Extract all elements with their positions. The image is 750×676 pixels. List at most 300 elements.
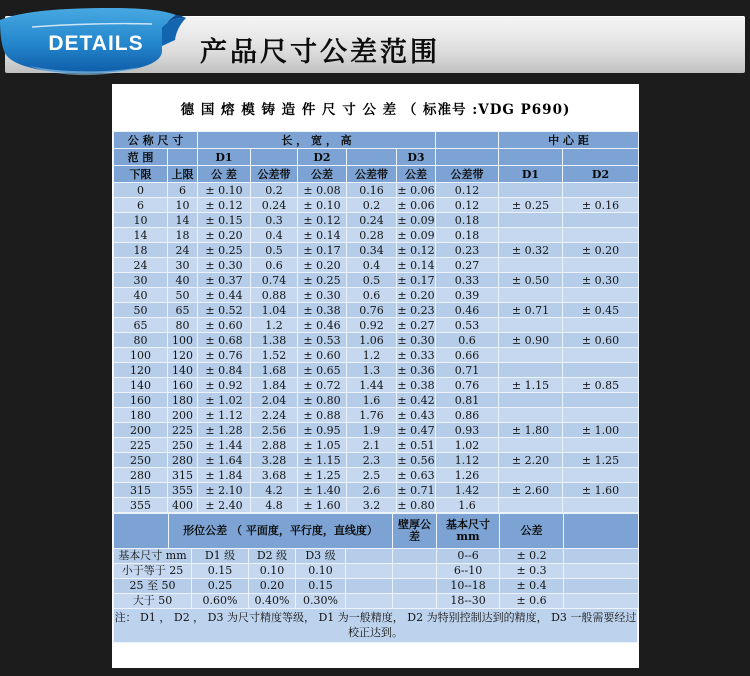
cell: 0.10 [296,564,346,579]
col-d2: D2 [298,149,347,166]
table-row [114,348,639,363]
cell [499,288,563,303]
cell: 1.2 [251,318,298,333]
cell: ± 0.90 [499,333,563,348]
cell: 80 [168,318,198,333]
cell: 0.88 [251,288,298,303]
table-row [114,549,639,564]
cell: 0.25 [192,579,249,594]
cell [499,213,563,228]
cell: 0.4 [251,228,298,243]
cell: ± 1.15 [298,453,347,468]
cell: 0.46 [436,303,499,318]
col-range: 范 围 [114,149,168,166]
cell [563,213,639,228]
cell: ± 0.30 [397,333,435,347]
cell: 0.2 [347,198,397,213]
cell: ± 0.17 [397,273,435,287]
table-row [114,258,639,273]
cell: ± 0.76 [198,348,251,363]
table-row [114,579,639,594]
cell: 0.74 [251,273,298,288]
cell: ± 1.12 [198,408,251,423]
cell: ± 0.09 [397,228,435,242]
cell: ± 1.44 [198,438,251,453]
cell: 1.6 [436,498,499,513]
cell: D3 级 [296,549,346,564]
cell: ± 0.92 [198,378,251,393]
table-row [114,438,639,453]
page-title: 产品尺寸公差范围 [200,37,440,68]
cell: ± 2.20 [499,453,563,468]
cell: 140 [114,378,168,393]
cell: ± 0.16 [563,198,639,213]
cell: 18 [168,228,198,243]
cell: ± 0.60 [563,333,639,348]
table-row [114,288,639,303]
cell: ± 0.12 [198,198,251,213]
table-row [114,483,639,498]
cell: ± 1.60 [563,483,639,498]
cell: 0.27 [436,258,499,273]
cell: 1.04 [251,303,298,318]
cell: ± 0.25 [198,243,251,258]
details-label: DETAILS [48,32,144,55]
cell: 4.8 [251,498,298,513]
cell: 0.6 [251,258,298,273]
cell: 0.71 [436,363,499,378]
cell: 基本尺寸 mm [114,549,192,564]
cell: 50 [168,288,198,303]
cell [563,363,639,378]
cell: 2.24 [251,408,298,423]
cell: 2.56 [251,423,298,438]
cell: 0--6 [437,549,500,564]
cell: 10--18 [437,579,500,594]
dimension-tolerance-table [113,131,639,513]
cell: ± 1.15 [499,378,563,393]
cell: 大于 50 [114,594,192,609]
cell [346,564,393,579]
table-title: 德 国 熔 模 铸 造 件 尺 寸 公 差 （ 标准号 :VDG P690) [180,101,571,118]
cell: ± 0.68 [198,333,251,348]
cell [563,258,639,273]
cell: 24 [114,258,168,273]
cell: ± 0.12 [298,213,347,228]
cell: 2.04 [251,393,298,408]
cell: 280 [114,468,168,483]
col-d1: D1 [198,149,251,166]
col-center-distance: 中 心 距 [499,132,639,149]
table-row [114,228,639,243]
cell: ± 0.53 [298,333,347,348]
cell: 120 [114,363,168,378]
col-lower-limit: 下限 [114,166,168,183]
cell: 1.76 [347,408,397,423]
cell: 0.5 [347,273,397,288]
cell: 1.02 [436,438,499,453]
cell: 0.30% [296,594,346,609]
cell: 355 [114,498,168,513]
cell [499,228,563,243]
cell: ± 0.4 [500,579,564,594]
cell: 250 [168,438,198,453]
cell: 10 [168,198,198,213]
cell: 0.93 [436,423,499,438]
cell: ± 1.60 [298,498,347,513]
table-row [114,198,639,213]
cell: 0.6 [347,288,397,303]
cell: 30 [168,258,198,273]
cell: 0.16 [347,183,397,198]
table-row [114,498,639,513]
cell: 0.6 [436,333,499,348]
cell [563,393,639,408]
cell: 80 [114,333,168,348]
cell: 14 [168,213,198,228]
cell [393,579,437,594]
cell: 0.92 [347,318,397,333]
cell: 0.12 [436,198,499,213]
cell: 180 [114,408,168,423]
cell: ± 0.60 [198,318,251,333]
cell: ± 0.80 [298,393,347,408]
cell: ± 1.25 [298,468,347,483]
cell: ± 0.43 [397,408,435,422]
cell: 315 [114,483,168,498]
col-d3: D3 [397,149,436,166]
cell: ± 0.56 [397,453,435,467]
col-wall-thickness: 壁厚公差 [393,514,437,549]
cell [564,549,639,564]
cell: 0.39 [436,288,499,303]
cell: 3.28 [251,453,298,468]
cell [564,594,639,609]
table-row [114,453,639,468]
table-row [114,243,639,258]
cell: ± 0.15 [198,213,251,228]
cell: ± 0.95 [298,423,347,438]
cell: 0.15 [296,579,346,594]
cell: 50 [114,303,168,318]
cell: ± 1.40 [298,483,347,498]
cell [499,183,563,198]
cell [563,183,639,198]
cell: 0 [114,183,168,198]
cell: ± 0.37 [198,273,251,288]
cell: 40 [114,288,168,303]
col-center-d2: D2 [563,166,639,183]
cell: ± 0.12 [397,243,435,257]
cell: 1.3 [347,363,397,378]
cell: ± 1.84 [198,468,251,483]
cell: 4.2 [251,483,298,498]
cell: 0.18 [436,228,499,243]
cell [563,438,639,453]
cell: 0.24 [251,198,298,213]
col-d2-tolerance: 公差 [298,166,347,183]
cell [499,468,563,483]
cell: ± 0.85 [563,378,639,393]
cell: 400 [168,498,198,513]
cell: 1.12 [436,453,499,468]
cell: 18--30 [437,594,500,609]
table-row [114,378,639,393]
cell: 1.84 [251,378,298,393]
cell: 0.60% [192,594,249,609]
cell [499,348,563,363]
cell: ± 0.09 [397,213,435,227]
cell: 100 [114,348,168,363]
cell: ± 0.63 [397,468,435,482]
cell: 120 [168,348,198,363]
cell: ± 0.20 [563,243,639,258]
cell: 200 [114,423,168,438]
cell: ± 0.47 [397,423,435,437]
cell: 0.15 [192,564,249,579]
cell: ± 0.51 [397,438,435,452]
cell: 3.68 [251,468,298,483]
cell: ± 0.30 [198,258,251,273]
cell: ± 0.08 [298,183,347,198]
cell: ± 0.33 [397,348,435,362]
cell: ± 0.84 [198,363,251,378]
cell: 280 [168,453,198,468]
cell [564,579,639,594]
cell: ± 0.71 [397,483,435,497]
cell: 小于等于 25 [114,564,192,579]
cell: 18 [114,243,168,258]
col-length-width-height: 长 ， 宽 ， 高 [198,132,436,149]
cell: ± 0.20 [198,228,251,243]
cell: 100 [168,333,198,348]
cell: 65 [114,318,168,333]
col-d2-band: 公差带 [347,166,397,183]
cell: 225 [114,438,168,453]
cell: 1.2 [347,348,397,363]
cell: 0.5 [251,243,298,258]
col-d1-tolerance: 公 差 [198,166,251,183]
cell: ± 0.72 [298,378,347,393]
form-position-tolerance-table [113,513,639,609]
cell: 2.6 [347,483,397,498]
cell: 40 [168,273,198,288]
cell: ± 0.10 [198,183,251,198]
cell: ± 1.25 [563,453,639,468]
cell: ± 0.20 [298,258,347,273]
col-upper-limit: 上限 [168,166,198,183]
form-header-row [114,514,639,549]
cell: 140 [168,363,198,378]
cell: 10 [114,213,168,228]
cell: 160 [114,393,168,408]
cell: 6 [168,183,198,198]
cell: 0.53 [436,318,499,333]
cell: 1.44 [347,378,397,393]
col-form-tolerance: 形位公差 （ 平面度，平行度，直线度） [169,514,393,549]
table-row [114,333,639,348]
cell [393,549,437,564]
table-row [114,273,639,288]
cell: 355 [168,483,198,498]
header-row-groups [114,132,639,149]
cell [564,564,639,579]
cell [499,363,563,378]
cell: 0.33 [436,273,499,288]
table-row [114,303,639,318]
cell: 315 [168,468,198,483]
cell [563,288,639,303]
cell: ± 0.14 [397,258,435,272]
cell: 1.26 [436,468,499,483]
cell: ± 2.10 [198,483,251,498]
cell: 0.76 [436,378,499,393]
cell: 65 [168,303,198,318]
cell: 14 [114,228,168,243]
cell: ± 0.23 [397,303,435,317]
cell: 1.42 [436,483,499,498]
table-row [114,423,639,438]
cell: ± 0.25 [298,273,347,288]
cell: 0.76 [347,303,397,318]
cell [393,564,437,579]
col-d1-band: 公差带 [251,166,298,183]
spec-panel [112,84,639,668]
cell: ± 1.02 [198,393,251,408]
cell: ± 0.38 [298,303,347,318]
cell [563,498,639,513]
table-row [114,564,639,579]
cell [563,408,639,423]
cell: 0.28 [347,228,397,243]
col-basic-size: 基本尺寸 mm [437,514,500,549]
cell: 0.24 [347,213,397,228]
table-row [114,213,639,228]
cell: ± 0.20 [397,288,435,302]
cell: ± 1.05 [298,438,347,453]
cell: 250 [114,453,168,468]
cell: 0.4 [347,258,397,273]
cell: 2.1 [347,438,397,453]
cell: 0.18 [436,213,499,228]
cell: 3.2 [347,498,397,513]
cell [563,468,639,483]
cell: 6--10 [437,564,500,579]
cell: 0.34 [347,243,397,258]
cell [499,438,563,453]
cell: 0.23 [436,243,499,258]
cell [393,594,437,609]
table-row [114,594,639,609]
cell: ± 0.10 [298,198,347,213]
cell [346,549,393,564]
cell: ± 0.17 [298,243,347,258]
cell [499,318,563,333]
cell: ± 0.42 [397,393,435,407]
cell: 2.3 [347,453,397,468]
cell [499,498,563,513]
cell: 1.68 [251,363,298,378]
cell [563,228,639,243]
cell: 0.81 [436,393,499,408]
table-row [114,468,639,483]
cell: ± 2.40 [198,498,251,513]
cell: D1 级 [192,549,249,564]
col-wall-tolerance: 公差 [500,514,564,549]
col-center-d1: D1 [499,166,563,183]
cell: ± 0.06 [397,198,435,212]
col-d3-band: 公差带 [436,166,499,183]
cell: 2.5 [347,468,397,483]
cell: ± 0.25 [499,198,563,213]
cell [563,348,639,363]
col-d3-tolerance: 公差 [397,166,436,183]
cell [563,318,639,333]
cell [499,408,563,423]
cell: ± 0.32 [499,243,563,258]
table-row [114,408,639,423]
col-spacer [436,132,499,149]
table-row [114,363,639,378]
cell [346,594,393,609]
cell: ± 0.06 [397,183,435,197]
details-ribbon [0,6,196,80]
cell: 0.20 [249,579,296,594]
cell: D2 级 [249,549,296,564]
cell: 0.10 [249,564,296,579]
cell: ± 2.60 [499,483,563,498]
cell: 1.06 [347,333,397,348]
cell: ± 0.50 [499,273,563,288]
cell: ± 0.38 [397,378,435,392]
cell: ± 0.65 [298,363,347,378]
cell: 0.86 [436,408,499,423]
cell: 1.9 [347,423,397,438]
cell: 225 [168,423,198,438]
cell: ± 0.30 [298,288,347,303]
cell: 0.66 [436,348,499,363]
cell: ± 1.00 [563,423,639,438]
cell: ± 1.80 [499,423,563,438]
cell: ± 0.2 [500,549,564,564]
cell: ± 0.36 [397,363,435,377]
col-nominal-size: 公 称 尺 寸 [114,132,198,149]
cell: 200 [168,408,198,423]
cell: ± 1.28 [198,423,251,438]
cell: 25 至 50 [114,579,192,594]
cell: ± 0.52 [198,303,251,318]
cell [499,258,563,273]
cell: ± 0.60 [298,348,347,363]
cell: 30 [114,273,168,288]
cell: 160 [168,378,198,393]
footnote: 注： D1 ， D2 ， D3 为尺寸精度等级， D1 为一般精度， D2 为特别控制达到的精度， D3 一般需要经过校正达到。 [113,609,638,643]
table-row [114,393,639,408]
cell: 0.40% [249,594,296,609]
cell: 24 [168,243,198,258]
cell: 0.12 [436,183,499,198]
cell: ± 0.71 [499,303,563,318]
cell [499,393,563,408]
cell: ± 0.27 [397,318,435,332]
cell: ± 0.3 [500,564,564,579]
cell: 6 [114,198,168,213]
cell: 1.6 [347,393,397,408]
cell: ± 0.80 [397,498,435,512]
cell: ± 0.45 [563,303,639,318]
cell: ± 0.44 [198,288,251,303]
cell: ± 1.64 [198,453,251,468]
